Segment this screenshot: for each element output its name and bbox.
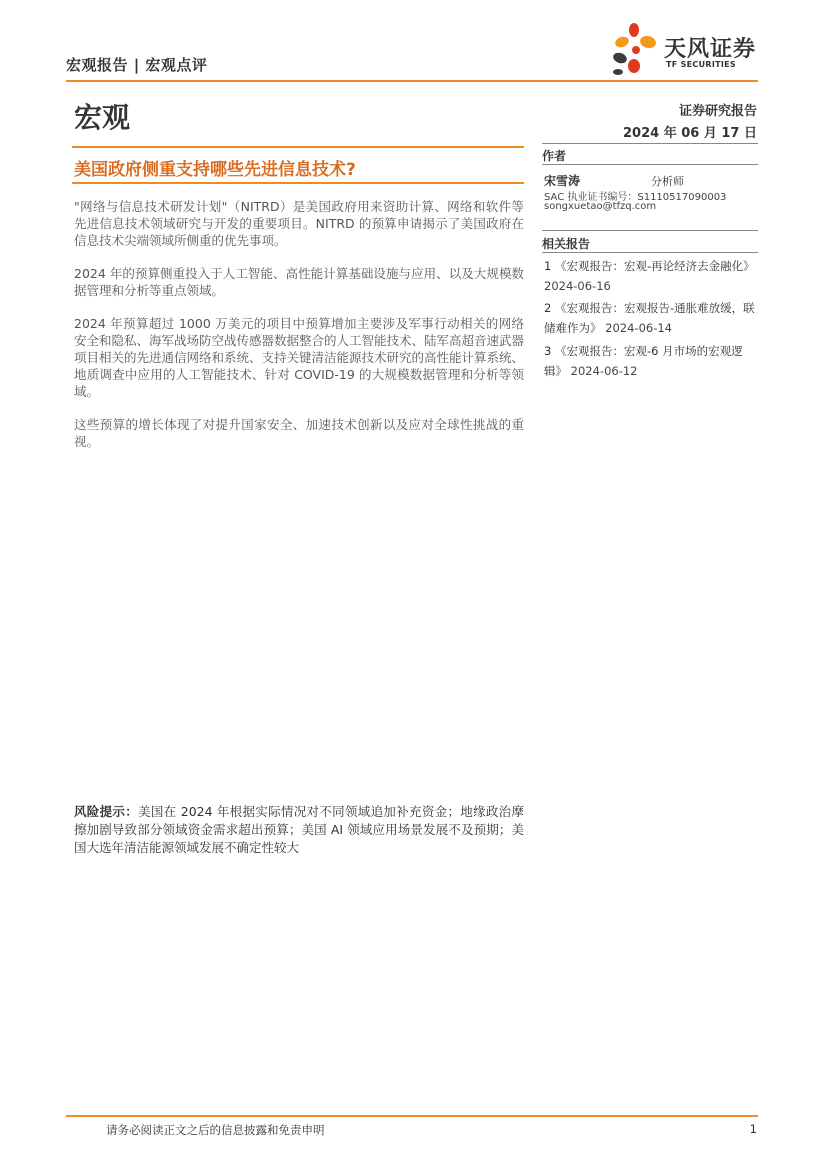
header-divider xyxy=(66,80,758,82)
logo-text-en: TF SECURITIES xyxy=(666,60,736,69)
tf-flower-logo-icon xyxy=(610,20,662,76)
report-category: 宏观报告 | 宏观点评 xyxy=(66,56,208,74)
related-report-item[interactable] xyxy=(544,298,758,338)
related-report-title[interactable]: 1 《宏观报告：宏观-再论经济去金融化》 xyxy=(544,259,755,273)
report-subtitle: 美国政府侧重支持哪些先进信息技术? xyxy=(74,160,356,180)
company-logo xyxy=(610,20,760,76)
sidebar-divider xyxy=(542,164,758,165)
related-report-item[interactable] xyxy=(544,341,758,381)
related-report-date: 2024-06-16 xyxy=(544,279,611,293)
related-report-title[interactable]: 3 《宏观报告：宏观-6 月市场的宏观逻辑》 xyxy=(544,344,743,378)
related-report-date: 2024-06-14 xyxy=(605,321,672,335)
risk-label: 风险提示： xyxy=(74,804,139,819)
author-name: 宋雪涛 xyxy=(544,174,581,188)
author-license: SAC 执业证书编号：S1110517090003 xyxy=(544,192,727,203)
body-paragraph: 2024 年的预算侧重投入于人工智能、高性能计算基础设施与应用、以及大规模数据管理和分析等重点领域。 xyxy=(74,266,524,298)
report-date: 2024 年 06 月 17 日 xyxy=(623,126,757,141)
author-role: 分析师 xyxy=(651,175,684,188)
related-report-item[interactable] xyxy=(544,256,758,296)
author-heading: 作者 xyxy=(542,149,567,163)
body-paragraph: 2024 年预算超过 1000 万美元的项目中预算增加主要涉及军事行动相关的网络安全和隐私、海军战场防空战传感器数据整合的人工智能技术、陆军高超音速武器项目相关的先进通信网络和系统、支持关键清洁能源技术研究的高性能计算系统、地质调查中应用的人工智能技术、针对 COVID-19 的大规模数据管理和分析等领域。 xyxy=(74,316,525,399)
subtitle-top-divider xyxy=(72,146,524,148)
body-paragraph: "网络与信息技术研发计划"（NITRD）是美国政府用来资助计算、网络和软件等先进信息技术领域研究与开发的重要项目。NITRD 的预算申请揭示了美国政府在信息技术尖端领域所侧重的优先事项。 xyxy=(74,199,524,248)
body-paragraph: 这些预算的增长体现了对提升国家安全、加速技术创新以及应对全球性挑战的重视。 xyxy=(74,417,524,449)
related-heading: 相关报告 xyxy=(542,237,591,251)
related-report-date: 2024-06-12 xyxy=(570,364,638,378)
logo-text-cn: 天风证券 xyxy=(664,37,757,62)
related-report-title[interactable]: 2 《宏观报告：宏观报告-通胀难放缓，联储难作为》 xyxy=(544,301,755,335)
risk-warning xyxy=(74,803,524,857)
author-email[interactable]: songxuetao@tfzq.com xyxy=(544,201,657,212)
subtitle-bottom-divider xyxy=(72,182,524,184)
report-body xyxy=(74,198,524,466)
risk-text: 美国在 2024 年根据实际情况对不同领域追加补充资金；地缘政治摩擦加剧导致部分领域资金需求超出预算；美国 AI 领域应用场景发展不及预期；美国大选年清洁能源领域发展不确定性较大 xyxy=(74,804,524,855)
footer-divider xyxy=(66,1115,758,1117)
sidebar-divider xyxy=(542,230,758,231)
report-type: 证券研究报告 xyxy=(678,104,757,119)
sidebar-divider xyxy=(542,143,758,144)
footer-disclaimer: 请务必阅读正文之后的信息披露和免责申明 xyxy=(106,1123,325,1137)
page-number: 1 xyxy=(749,1122,757,1136)
page-title: 宏观 xyxy=(74,101,131,134)
sidebar-divider xyxy=(542,252,758,253)
